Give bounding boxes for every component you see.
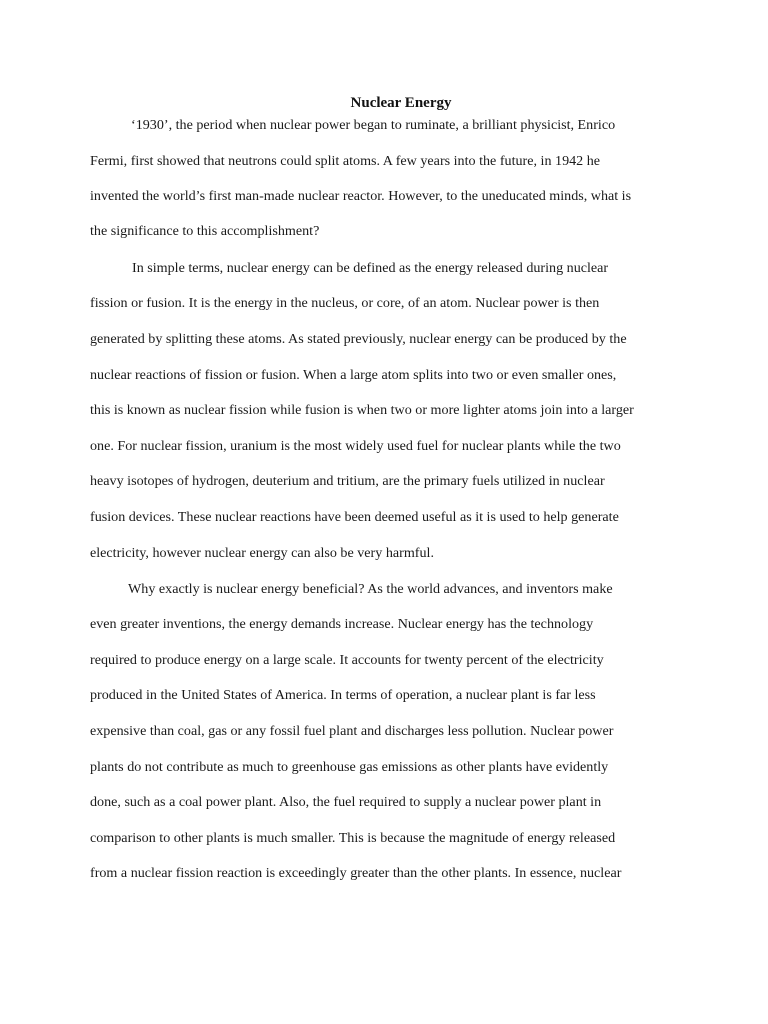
paragraph-1-line-2: Fermi, first showed that neutrons could split atoms. A few years into the future, in 1942 he [90, 153, 601, 169]
paragraph-1-line-1: ‘1930’, the period when nuclear power began to ruminate, a brilliant physicist, Enrico [131, 117, 616, 133]
paragraph-3-line-7: done, such as a coal power plant. Also, the fuel required to supply a nuclear power plant in [90, 794, 602, 810]
paragraph-3-line-6: plants do not contribute as much to greenhouse gas emissions as other plants have evidently [90, 759, 609, 775]
paragraph-2-line-1: In simple terms, nuclear energy can be defined as the energy released during nuclear [132, 260, 609, 276]
paragraph-3-line-4: produced in the United States of America. In terms of operation, a nuclear plant is far less [90, 687, 596, 703]
paragraph-2-line-5: this is known as nuclear fission while fusion is when two or more lighter atoms join into a larger [90, 402, 634, 418]
paragraph-3-line-2: even greater inventions, the energy demands increase. Nuclear energy has the technology [90, 616, 594, 632]
paragraph-1-line-4: the significance to this accomplishment? [90, 223, 320, 239]
paragraph-3-line-9: from a nuclear fission reaction is exceedingly greater than the other plants. In essence, nuclear [90, 865, 622, 881]
paragraph-3-line-5: expensive than coal, gas or any fossil fuel plant and discharges less pollution. Nuclear power [90, 723, 614, 739]
paragraph-2-line-2: fission or fusion. It is the energy in the nucleus, or core, of an atom. Nuclear power is then [90, 295, 600, 311]
paragraph-2-line-9: electricity, however nuclear energy can also be very harmful. [90, 545, 434, 561]
paragraph-2-line-8: fusion devices. These nuclear reactions have been deemed useful as it is used to help generate [90, 509, 619, 525]
paragraph-1-line-3: invented the world’s first man-made nuclear reactor. However, to the uneducated minds, what is [90, 188, 632, 204]
paragraph-3-line-3: required to produce energy on a large scale. It accounts for twenty percent of the electricity [90, 652, 604, 668]
paragraph-2-line-6: one. For nuclear fission, uranium is the most widely used fuel for nuclear plants while the two [90, 438, 621, 454]
paragraph-2-line-3: generated by splitting these atoms. As stated previously, nuclear energy can be produced by the [90, 331, 627, 347]
paragraph-3-line-8: comparison to other plants is much smaller. This is because the magnitude of energy released [90, 830, 616, 846]
paragraph-3-line-1: Why exactly is nuclear energy beneficial? As the world advances, and inventors make [128, 581, 613, 597]
paragraph-2-line-7: heavy isotopes of hydrogen, deuterium and tritium, are the primary fuels utilized in nuclear [90, 473, 605, 489]
document-title: Nuclear Energy [350, 95, 452, 111]
paragraph-2-line-4: nuclear reactions of fission or fusion. When a large atom splits into two or even smaller ones, [90, 367, 617, 383]
